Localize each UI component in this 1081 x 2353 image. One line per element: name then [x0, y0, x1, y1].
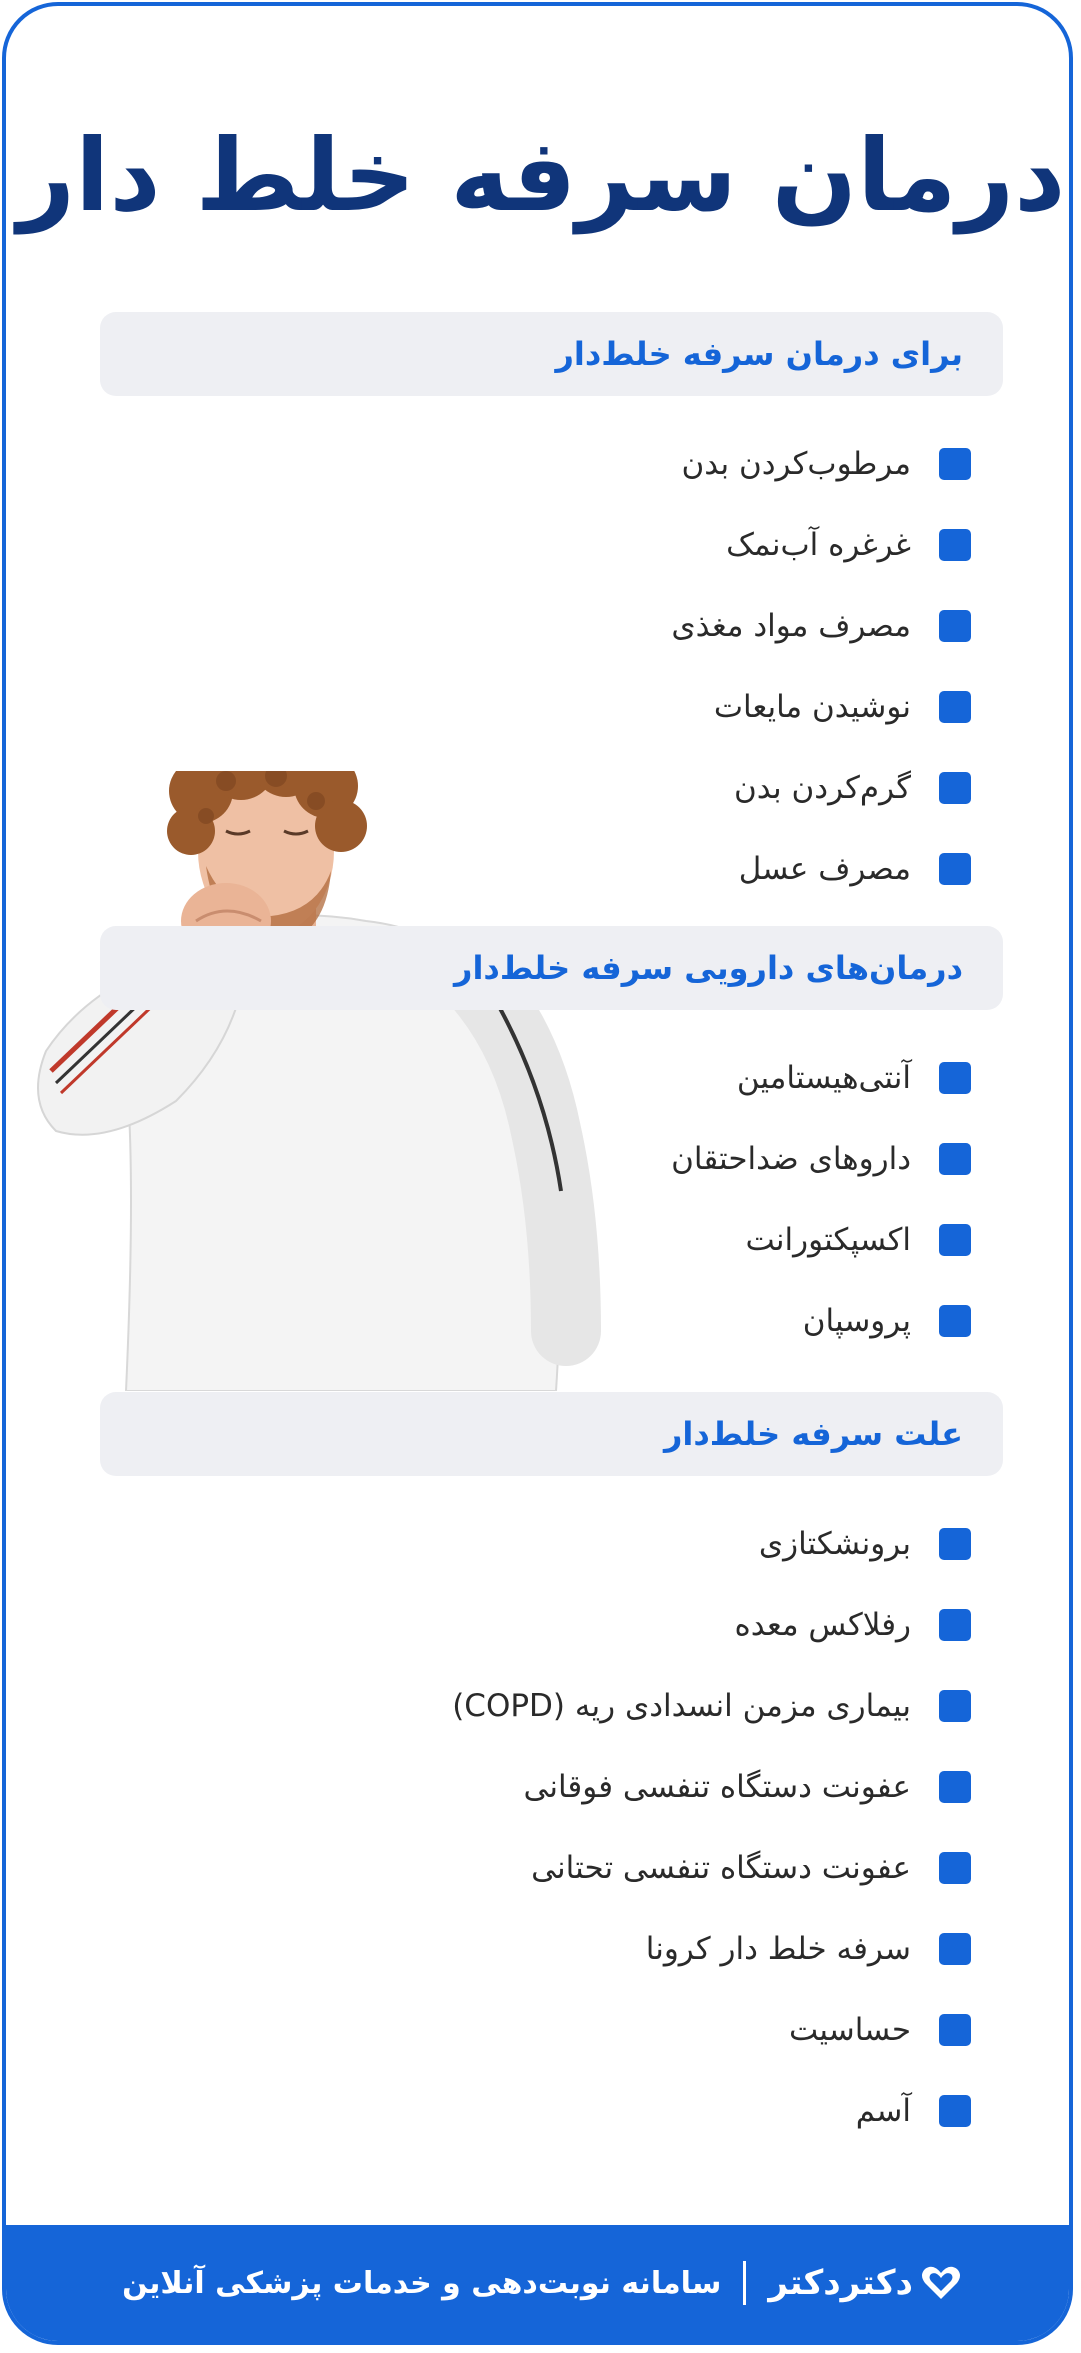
bullet-icon: [939, 691, 971, 723]
brand-name: دکتردکتر: [768, 2263, 913, 2303]
bullet-icon: [939, 1528, 971, 1560]
list-item: عفونت دستگاه تنفسی تحتانی: [531, 1848, 971, 1888]
coughing-man-illustration: [26, 771, 706, 1391]
bullet-icon: [939, 1690, 971, 1722]
section-header-home-remedies: [100, 312, 1003, 396]
list-item: حساسیت: [789, 2010, 971, 2050]
list-item: آنتی‌هیستامین: [737, 1058, 971, 1098]
footer-tagline: سامانه نوبت‌دهی و خدمات پزشکی آنلاین: [122, 2265, 722, 2301]
list-item: آسم: [856, 2091, 971, 2131]
bullet-icon: [939, 1771, 971, 1803]
bullet-icon: [939, 2095, 971, 2127]
list-item: غرغره آب‌نمک: [726, 525, 971, 565]
bullet-icon: [939, 1062, 971, 1094]
list-item: گرم‌کردن بدن: [734, 768, 971, 808]
bullet-icon: [939, 448, 971, 480]
list-item: عفونت دستگاه تنفسی فوقانی: [524, 1767, 972, 1807]
list-item: داروهای ضداحتقان: [671, 1139, 971, 1179]
list-item: اکسپکتورانت: [745, 1220, 971, 1260]
bullet-icon: [939, 2014, 971, 2046]
bullet-icon: [939, 1143, 971, 1175]
list-item: نوشیدن مایعات: [714, 687, 971, 727]
page-title: درمان سرفه خلط دار: [17, 117, 1066, 234]
list-item: رفلاکس معده: [735, 1605, 972, 1645]
brand-logo: [768, 2263, 961, 2303]
section-heading: علت سرفه خلط‌دار: [663, 1415, 963, 1453]
section-header-causes: [100, 1392, 1003, 1476]
list-item: پروسپان: [803, 1301, 971, 1341]
bullet-icon: [939, 1933, 971, 1965]
section-header-medications: [100, 926, 1003, 1010]
bullet-icon: [939, 853, 971, 885]
bullet-icon: [939, 529, 971, 561]
infographic-frame: [2, 2, 1073, 2345]
bullet-icon: [939, 772, 971, 804]
list-item: مصرف مواد مغذی: [671, 606, 971, 646]
bullet-icon: [939, 610, 971, 642]
list-item: مصرف عسل: [739, 849, 971, 889]
section-heading: درمان‌های دارویی سرفه خلط‌دار: [454, 949, 963, 987]
bullet-icon: [939, 1305, 971, 1337]
section-heading: برای درمان سرفه خلط‌دار: [555, 335, 963, 373]
list-item: مرطوب‌کردن بدن: [681, 444, 971, 484]
list-item: بیماری مزمن انسدادی ریه (COPD): [452, 1686, 971, 1726]
bullet-icon: [939, 1852, 971, 1884]
bullet-icon: [939, 1609, 971, 1641]
list-item: سرفه خلط دار کرونا: [646, 1929, 971, 1969]
bullet-icon: [939, 1224, 971, 1256]
footer-divider: [743, 2261, 746, 2305]
footer-banner: [6, 2225, 1073, 2341]
list-item: برونشکتازی: [759, 1524, 971, 1564]
heart-icon: [921, 2265, 961, 2301]
